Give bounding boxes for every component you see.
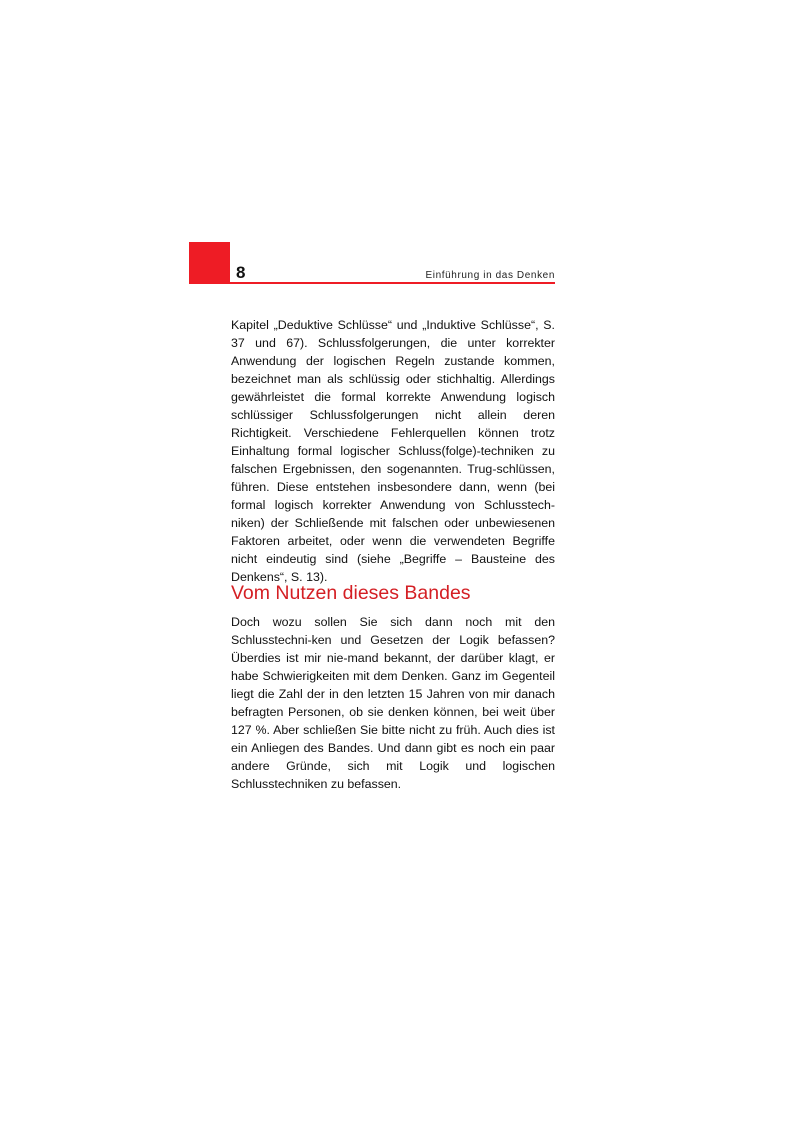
running-head: Einführung in das Denken — [425, 270, 555, 281]
page-number: 8 — [236, 263, 246, 282]
body-text-block-2 — [231, 613, 555, 793]
paragraph-1: Kapitel „Deduktive Schlüsse“ und „Induktive Schlüsse“, S. 37 und 67). Schlussfolgerungen, die unter korrekter Anwendung der logischen Regeln zustande kommen, bezeichnet man als schlüssig oder stichhaltig. Allerdings gewährleistet die formal korrekte Anwendung logisch schlüssiger Schlussfolgerungen nicht allein deren Richtigkeit. Verschiedene Fehlerquellen können trotz Einhaltung formal logischer Schluss(folge)-techniken zu falschen Ergebnissen, den sogenannten. Trug-schlüssen, führen. Diese entstehen insbesondere dann, wenn (bei formal logisch korrekter Anwendung von Schlusstech-niken) der Schließende mit falschen oder unbewiesenen Faktoren arbeitet, oder wenn die verwendeten Begriffe nicht eindeutig sind (siehe „Begriffe – Bausteine des Denkens“, S. 13). — [231, 318, 555, 584]
header-rule — [189, 282, 555, 284]
body-text-block — [231, 316, 555, 586]
section-heading: Vom Nutzen dieses Bandes — [231, 582, 471, 604]
paragraph-2: Doch wozu sollen Sie sich dann noch mit den Schlusstechni-ken und Gesetzen der Logik befassen? Überdies ist mir nie-mand bekannt, der darüber klagt, er habe Schwierigkeiten mit dem Denken. Ganz im Gegenteil liegt die Zahl der in den letzten 15 Jahren von mir danach befragten Personen, ob sie denken können, bei weit über 127 %. Aber schließen Sie bitte nicht zu früh. Auch dies ist ein Anliegen des Bandes. Und dann gibt es noch ein paar andere Gründe, sich mit Logik und logischen Schlusstechniken zu befassen. — [231, 615, 555, 791]
red-corner-block — [189, 242, 230, 284]
